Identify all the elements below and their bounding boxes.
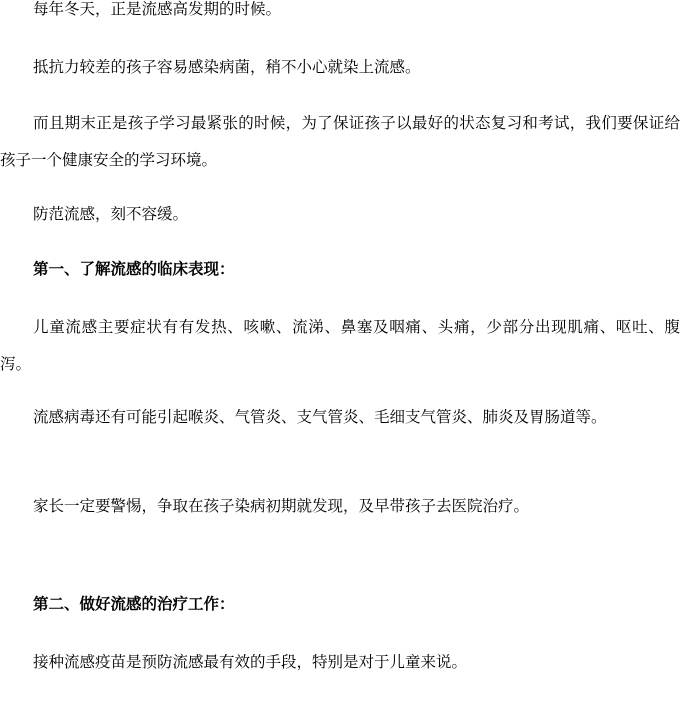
section-heading-clinical: 第一、了解流感的临床表现：	[33, 260, 235, 278]
paragraph-intro: 每年冬天，正是流感高发期的时候。	[33, 0, 282, 18]
paragraph-parent-advice: 家长一定要警惕，争取在孩子染病初期就发现，及早带孩子去医院治疗。	[33, 497, 530, 515]
paragraph-exam-period: 而且期末正是孩子学习最紧张的时候，为了保证孩子以最好的状态复习和考试，我们要保证给孩子一个健康安全的学习环境。	[0, 114, 680, 169]
paragraph-susceptibility: 抵抗力较差的孩子容易感染病菌，稍不小心就染上流感。	[33, 58, 421, 76]
paragraph-vaccine: 接种流感疫苗是预防流感最有效的手段，特别是对于儿童来说。	[33, 653, 468, 671]
paragraph-urgency: 防范流感，刻不容缓。	[33, 205, 189, 223]
paragraph-complications: 流感病毒还有可能引起喉炎、气管炎、支气管炎、毛细支气管炎、肺炎及胃肠道等。	[33, 408, 607, 426]
paragraph-symptoms: 儿童流感主要症状有有发热、咳嗽、流涕、鼻塞及咽痛、头痛，少部分出现肌痛、呕吐、腹泻。	[0, 318, 680, 373]
section-heading-treatment: 第二、做好流感的治疗工作：	[33, 595, 235, 613]
